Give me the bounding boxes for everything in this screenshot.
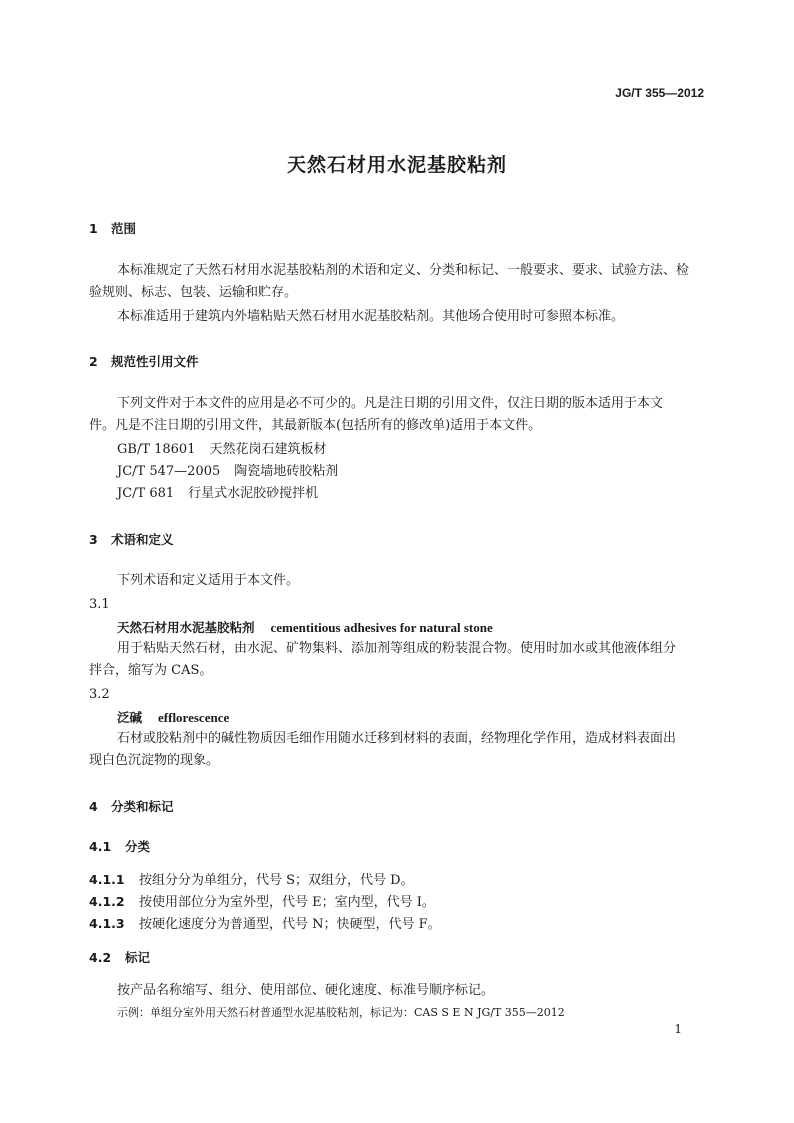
term-chinese: 泛碱 (117, 710, 143, 725)
clause-item (89, 891, 435, 914)
section-3-intro: 下列术语和定义适用于本文件。 (117, 573, 300, 588)
reference-code: GB/T 18601 (117, 442, 196, 457)
section-2-heading (89, 352, 199, 370)
term-3-1 (117, 618, 493, 637)
reference-item (117, 461, 338, 483)
subsection-number: 4.1 (89, 839, 112, 854)
term-3-2-definition-line-2: 现白色沉淀物的现象。 (89, 753, 220, 768)
reference-code: JC/T 681 (117, 486, 175, 501)
subsection-4-2-heading (89, 948, 150, 966)
section-title: 术语和定义 (111, 532, 174, 547)
section-2-paragraph-line-1: 下列文件对于本文件的应用是必不可少的。凡是注日期的引用文件，仅注日期的版本适用于本文 (117, 396, 664, 411)
reference-item (117, 483, 318, 505)
clause-number: 4.1.3 (89, 916, 125, 931)
clause-text: 按组分分为单组分，代号 S；双组分，代号 D。 (139, 873, 414, 888)
section-1-heading (89, 219, 136, 237)
section-1-paragraph-2: 本标准适用于建筑内外墙粘贴天然石材用水泥基胶粘剂。其他场合使用时可参照本标准。 (117, 309, 625, 324)
reference-title: 陶瓷墙地砖胶粘剂 (234, 464, 339, 479)
section-1-paragraph-1-line-1: 本标准规定了天然石材用水泥基胶粘剂的术语和定义、分类和标记、一般要求、要求、试验方法、检 (117, 263, 690, 278)
section-number: 4 (89, 799, 98, 814)
section-number: 1 (89, 221, 98, 236)
term-3-1-definition-line-1: 用于粘贴天然石材，由水泥、矿物集料、添加剂等组成的粉装混合物。使用时加水或其他液体组分 (117, 641, 677, 656)
page-number: 1 (674, 1022, 682, 1036)
reference-title: 天然花岗石建筑板材 (209, 442, 327, 457)
clause-text: 按硬化速度分为普通型，代号 N；快硬型，代号 F。 (139, 917, 441, 932)
subsection-title: 分类 (125, 839, 151, 854)
section-3-heading (89, 530, 174, 548)
section-title: 范围 (111, 221, 137, 236)
section-title: 分类和标记 (111, 799, 174, 814)
term-3-2 (117, 708, 229, 727)
section-1-paragraph-1-line-2: 验规则、标志、包装、运输和贮存。 (89, 285, 298, 300)
clause-item (89, 869, 414, 892)
clause-number: 4.1.1 (89, 872, 125, 887)
section-4-heading (89, 797, 174, 815)
section-2-paragraph-line-2: 件。凡是不注日期的引用文件，其最新版本(包括所有的修改单)适用于本文件。 (89, 418, 542, 433)
subsection-title: 标记 (125, 950, 151, 965)
reference-title: 行星式水泥胶砂搅拌机 (188, 486, 319, 501)
section-number: 3 (89, 532, 98, 547)
document-title: 天然石材用水泥基胶粘剂 (286, 154, 507, 176)
clause-item (89, 913, 441, 936)
subsection-number: 4.2 (89, 950, 112, 965)
subsection-4-1-heading (89, 837, 150, 855)
term-chinese: 天然石材用水泥基胶粘剂 (117, 620, 255, 635)
clause-number: 4.1.2 (89, 894, 125, 909)
term-3-2-definition-line-1: 石材或胶粘剂中的碱性物质因毛细作用随水迁移到材料的表面，经物理化学作用，造成材料表面出 (117, 731, 677, 746)
standard-code: JG/T 355—2012 (615, 86, 704, 100)
term-english: efflorescence (158, 710, 230, 725)
subsection-4-2-paragraph: 按产品名称缩写、组分、使用部位、硬化速度、标准号顺序标记。 (117, 983, 495, 998)
reference-item (117, 439, 327, 461)
reference-code: JC/T 547—2005 (117, 464, 221, 479)
term-english: cementitious adhesives for natural stone (270, 620, 493, 635)
marking-example: 示例：单组分室外用天然石材普通型水泥基胶粘剂，标记为：CAS S E N JG/T 355—2012 (117, 1006, 565, 1019)
section-number: 2 (89, 354, 98, 369)
term-number: 3.1 (89, 597, 110, 612)
section-title: 规范性引用文件 (111, 354, 199, 369)
term-number: 3.2 (89, 687, 110, 702)
term-3-1-definition-line-2: 拌合，缩写为 CAS。 (89, 663, 213, 678)
clause-text: 按使用部位分为室外型，代号 E；室内型，代号 I。 (139, 895, 435, 910)
